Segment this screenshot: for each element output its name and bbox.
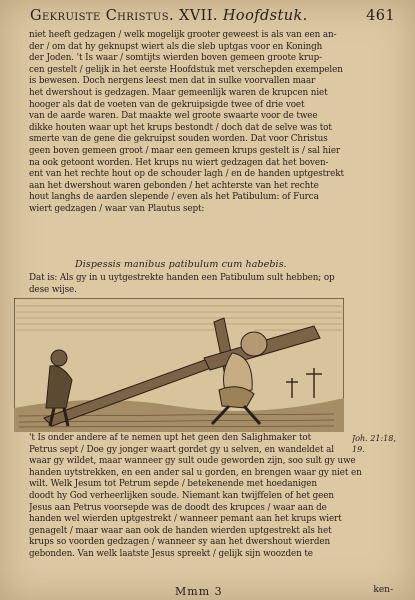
text-line: waar gy wildet, maar wanneer gy sult oude geworden zijn, soo sult gy uwe bbox=[29, 456, 356, 467]
text-line: Dat is: Als gy in u uytgestrekte handen een Patibulum sult hebben; op bbox=[29, 273, 335, 283]
text-line: der Joden. 't Is waar / somtijts wierden boven gemeen groote krup- bbox=[29, 53, 322, 64]
lower-paragraph bbox=[29, 433, 393, 561]
text-line: ent van het rechte hout op de schouder lagh / en de handen uptgestrekt bbox=[29, 169, 344, 180]
text-line: 't Is onder andere af te nemen upt het geen den Salighmaker tot bbox=[29, 433, 312, 443]
text-line: krups so voorden gedzagen / wanneer sy aan het dwershout wierden bbox=[29, 537, 331, 548]
text-line: dikke houten waar upt het krups bestondt / doch dat de selve was tot bbox=[29, 122, 332, 133]
text-line: der / om dat hy geknupst wiert als die sleb uptgas voor en Koningh bbox=[29, 41, 323, 52]
margin-reference bbox=[352, 433, 408, 455]
text-line: handen uytstrekken, en een ander sal u gorden, en brengen waar gy niet en bbox=[29, 467, 362, 478]
catchword: ken- bbox=[373, 585, 393, 595]
text-line: Jesus aan Petrus voorsepde was de doodt des krupces / waar aan de bbox=[29, 502, 327, 513]
text-line: cen gestelt / gelijk in het eerste Hoofdstuk met verschepden exempelen bbox=[29, 64, 343, 75]
text-line: na ook getoont worden. Het krups nu wiert gedzagen dat het boven- bbox=[29, 157, 329, 168]
quote-translation bbox=[29, 273, 393, 296]
text-line: hooger als dat de voeten van de gekruipsigde twee of drie voet bbox=[29, 99, 305, 110]
text-line: Petrus sept / Doe gy jonger waart gordet gy u selven, en wandeldet al bbox=[29, 444, 334, 455]
page-number: 461 bbox=[366, 8, 395, 24]
header-subtitle: Hoofdstuk. bbox=[222, 8, 308, 24]
text-line: smerte van de gene die gekruipst souden worden. Dat voor Christus bbox=[29, 134, 328, 145]
text-line: wilt. Welk Jesum tot Petrum sepde / betekenende met hoedanigen bbox=[29, 479, 317, 490]
text-line: hout langhs de aarden slepende / even als het Patibulum: of Furca bbox=[29, 192, 319, 203]
text-line: genagelt / maar waar aan ook de handen wierden uptgestrekt als het bbox=[29, 525, 332, 536]
text-line: gebonden. Van welk laatste Jesus spreekt / gelijk sijn woozden te bbox=[29, 548, 313, 559]
margin-ref-line: 19. bbox=[352, 445, 365, 454]
text-line: doodt hy God verheerlijken soude. Niemant kan twijffelen of het geen bbox=[29, 490, 334, 501]
header-title: Gekruiste Christus. XVII. bbox=[30, 8, 218, 24]
text-line: wiert gedzagen / waar van Plautus sept: bbox=[29, 203, 205, 214]
text-line: handen wel wierden uptgestrekt / wanneer pemant aan het krups wiert bbox=[29, 514, 342, 525]
text-line: dese wijse. bbox=[29, 284, 77, 295]
text-line: van de aarde waren. Dat maakte wel groote swaarte voor de twee bbox=[29, 111, 318, 122]
top-paragraph bbox=[29, 30, 393, 216]
latin-quote: Dispessis manibus patibulum cum habebis. bbox=[75, 259, 287, 270]
text-line: geen boven gemeen groot / maar een gemeen krups gestelt is / sal hier bbox=[29, 145, 341, 156]
text-line: aan het dwershout waren gebonden / het achterste van het rechte bbox=[29, 180, 319, 191]
text-line: is bewesen. Doch nergens leest men dat in sulke voorvallen maar bbox=[29, 76, 316, 87]
margin-ref-line: Joh. 21:18, bbox=[352, 434, 396, 443]
engraving-illustration bbox=[14, 298, 344, 432]
text-line: niet heeft gedzagen / welk mogelijk grooter geweest is als van een an- bbox=[29, 30, 337, 40]
signature-mark: Mmm 3 bbox=[175, 585, 223, 598]
running-header bbox=[30, 8, 395, 28]
text-line: het dwershout is gedzagen. Maar gemeenlijk waren de krupcen niet bbox=[29, 87, 328, 98]
